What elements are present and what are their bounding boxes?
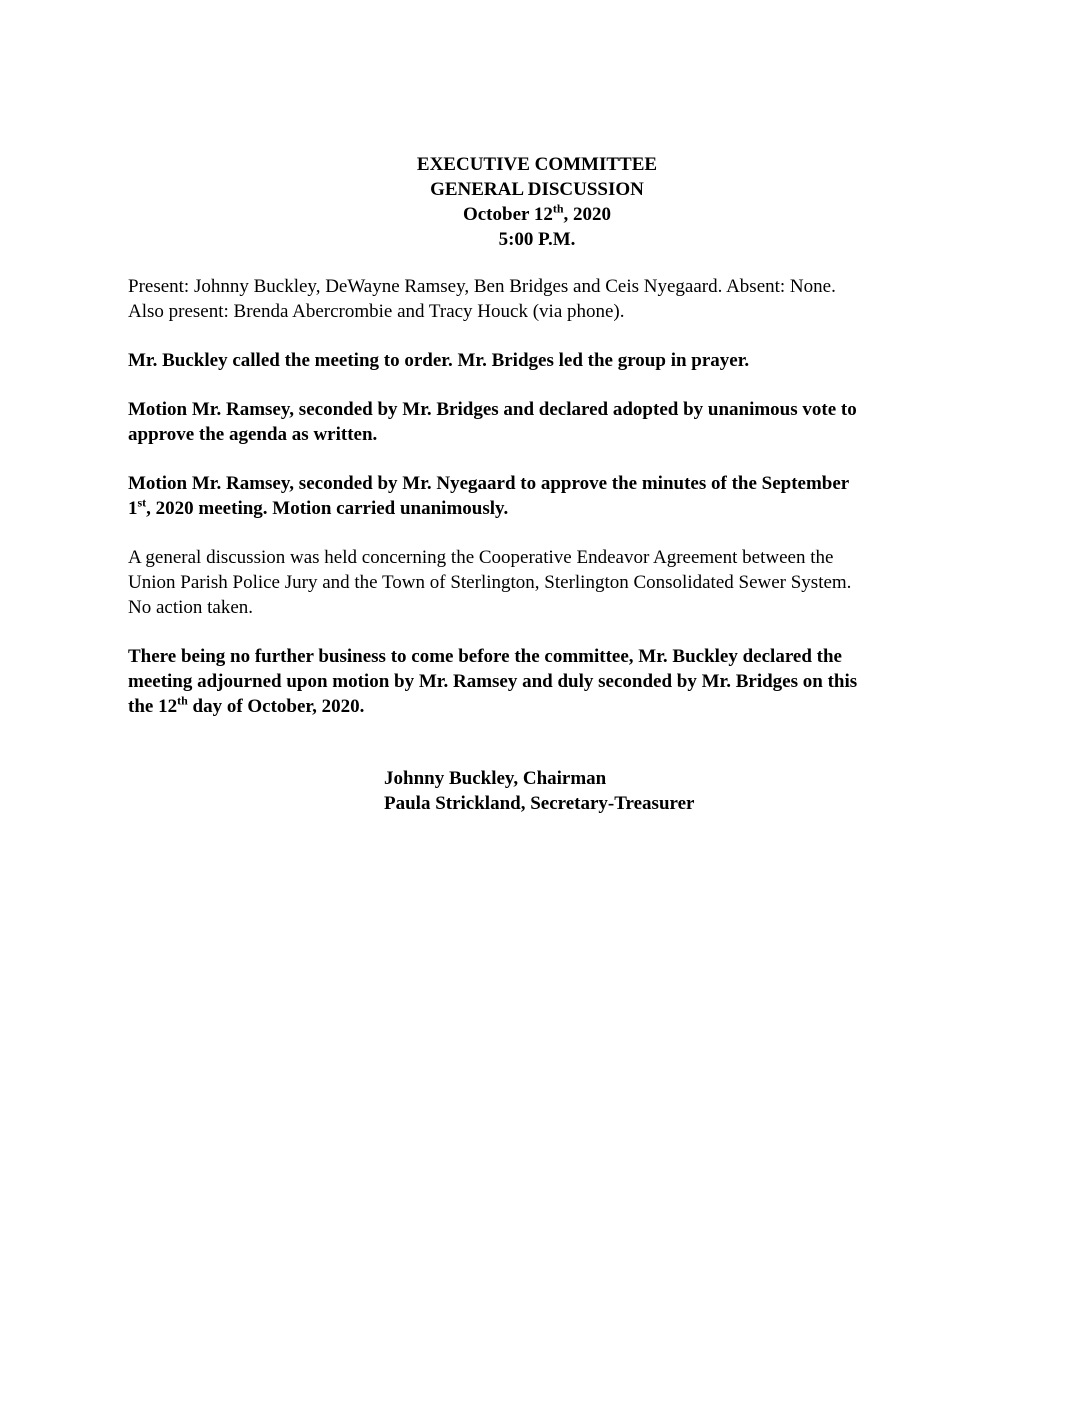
adjournment-rest: day of October, 2020. (187, 696, 365, 717)
header-date-suffix: , 2020 (563, 204, 612, 225)
signature-secretary: Paula Strickland, Secretary-Treasurer (384, 793, 695, 814)
header-meeting-type: GENERAL DISCUSSION (430, 179, 644, 200)
adjournment-day-sup: th (177, 693, 188, 708)
motion-minutes-line-2 (128, 496, 968, 521)
signature-chairman: Johnny Buckley, Chairman (384, 768, 607, 789)
motion-minutes-paragraph (128, 471, 968, 521)
motion-agenda-line-1: Motion Mr. Ramsey, seconded by Mr. Bridges and declared adopted by unanimous vote to (128, 399, 857, 420)
header-date-sup: th (552, 201, 564, 216)
motion-minutes-day: 1 (128, 498, 138, 519)
header-date-prefix: October 12 (462, 204, 553, 225)
document-body (128, 274, 968, 743)
discussion-line-1: A general discussion was held concerning the Cooperative Endeavor Agreement between the (128, 547, 834, 568)
discussion-line-3: No action taken. (128, 597, 254, 618)
header-committee-title: EXECUTIVE COMMITTEE (416, 154, 658, 175)
motion-minutes-day-sup: st (137, 495, 147, 510)
motion-agenda-paragraph (128, 397, 968, 447)
adjournment-paragraph (128, 644, 968, 719)
attendance-line-1: Present: Johnny Buckley, DeWayne Ramsey, Ben Bridges and Ceis Nyegaard. Absent: None. (128, 276, 836, 297)
document-header (0, 152, 1074, 252)
attendance-line-2: Also present: Brenda Abercrombie and Tracy Houck (via phone). (128, 301, 625, 322)
discussion-paragraph (128, 545, 968, 620)
call-to-order-paragraph (128, 348, 968, 373)
call-to-order-line: Mr. Buckley called the meeting to order. Mr. Bridges led the group in prayer. (128, 350, 750, 371)
adjournment-line-2: meeting adjourned upon motion by Mr. Ramsey and duly seconded by Mr. Bridges on this (128, 671, 858, 692)
motion-minutes-line-1: Motion Mr. Ramsey, seconded by Mr. Nyegaard to approve the minutes of the September (128, 473, 850, 494)
adjournment-line-3 (128, 694, 968, 719)
adjournment-line-1: There being no further business to come before the committee, Mr. Buckley declared the (128, 646, 842, 667)
attendance-paragraph (128, 274, 968, 324)
discussion-line-2: Union Parish Police Jury and the Town of Sterlington, Sterlington Consolidated Sewer System. (128, 572, 852, 593)
header-date (0, 202, 1074, 227)
signature-block (384, 766, 694, 816)
adjournment-day: the 12 (128, 696, 178, 717)
motion-minutes-rest: , 2020 meeting. Motion carried unanimously. (146, 498, 509, 519)
header-time: 5:00 P.M. (498, 229, 576, 250)
motion-agenda-line-2: approve the agenda as written. (128, 424, 378, 445)
